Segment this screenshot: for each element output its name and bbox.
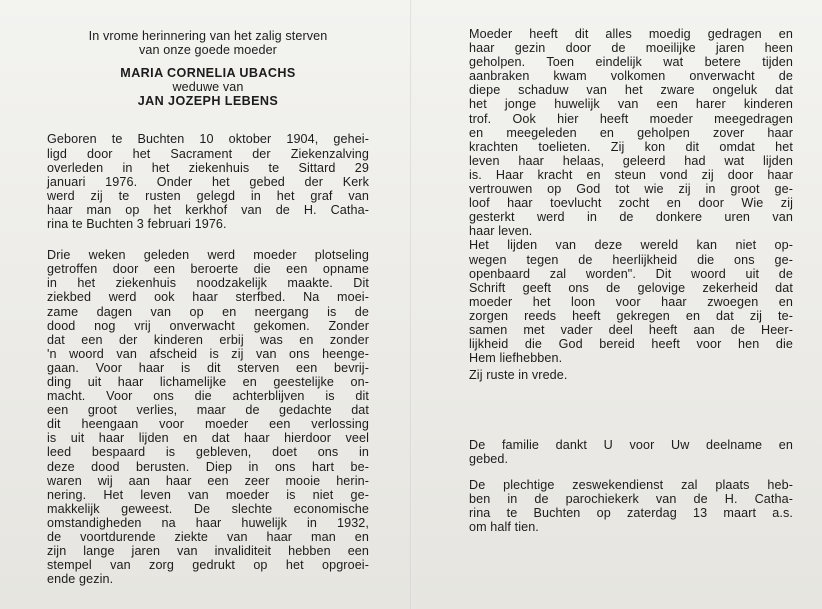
thanks: [469, 438, 793, 466]
right-text-line: Het lijden van deze wereld kan niet op-: [469, 238, 793, 253]
right-text-line: openbaard zal worden". Dit woord uit de: [469, 266, 793, 281]
right-text-line: Schrift geeft ons de gelovige zekerheid dat: [469, 280, 793, 295]
biography-line: ligd door het Sacrament der Ziekenzalving: [47, 146, 369, 161]
right-text-line: Moeder heeft dit alles moedig gedragen en: [469, 27, 793, 41]
right-text-line: krachten toelieten. Zij kon dit omdat het: [469, 139, 793, 154]
right-text-line: Hem liefhebben.: [469, 351, 563, 366]
right-text-line: samen met vader deel heeft aan de Heer-: [469, 322, 793, 337]
story-line: ding uit haar lichamelijke en geestelijke on-: [47, 374, 369, 389]
story: [47, 248, 369, 586]
story-line: is uit haar lijden en dat haar hierdoor veel: [47, 431, 369, 446]
right-text-line: vertrouwen op God tot wie zij in groot ge-: [469, 182, 793, 197]
story-line: ziekbed werd ook haar sterfbed. Na moei-: [47, 290, 369, 305]
right-text: [469, 27, 793, 365]
story-line: een groot verlies, maar de gedachte dat: [47, 403, 369, 418]
center-fold: [410, 0, 412, 609]
story-line: makkelijk geweest. De slechte economische: [47, 501, 369, 516]
right-text-line: moeder het loon voor haar zwoegen en: [469, 294, 793, 309]
right-text-line: diepe schaduw van het zware ongeluk dat: [469, 83, 793, 98]
right-text-line: haar leven.: [469, 224, 533, 239]
service-line: rina te Buchten op zaterdag 13 maart a.s.: [469, 505, 793, 520]
story-line: in het ziekenhuis noodzakelijk maakte. Dit: [47, 276, 369, 291]
right-text-line: wegen tegen de heerlijkheid die ons ge-: [469, 252, 793, 267]
service-line: ben in de parochiekerk van de H. Catha-: [469, 491, 793, 506]
story-line: dood nog vrij onverwacht gekomen. Zonder: [47, 318, 369, 333]
story-line: ende gezin.: [47, 572, 114, 587]
header-line-1: In vrome herinnering van het zalig sterven: [88, 29, 328, 43]
thanks-line: De familie dankt U voor Uw deelname en: [469, 438, 793, 453]
left-page: [47, 29, 369, 586]
story-line: leed bespaard is gebleven, doet ons in: [47, 445, 369, 460]
right-text-line: en meegeleden en geholpen zover haar: [469, 125, 793, 140]
right-page: [469, 27, 793, 534]
story-line: gaan. Voor haar is dit sterven een bevrij-: [47, 360, 369, 375]
right-text-line: zorgen reeds heeft gekregen en dat zij te-: [469, 308, 793, 323]
service-line: De plechtige zeswekendienst zal plaats heb-: [469, 477, 793, 492]
service-line: om half tien.: [469, 519, 539, 534]
biography-line: rina te Buchten 3 februari 1976.: [47, 217, 227, 232]
biography-line: Geboren te Buchten 10 oktober 1904, gehei-: [47, 132, 369, 147]
right-text-line: geholpen. Toen eindelijk wat betere tijden: [469, 55, 793, 70]
story-line: stempel van zorg gedrukt op het opgroei-: [47, 558, 369, 573]
header: [47, 29, 369, 108]
story-line: nering. Het leven van moeder is niet ge-: [47, 487, 369, 502]
biography-line: januari 1976. Onder het gebed der Kerk: [47, 174, 369, 189]
right-text-line: aanbraken kwam volkomen onverwacht de: [469, 69, 793, 84]
service-notice: [469, 478, 793, 534]
biography-line: werd zij te rusten gelegd in het graf van: [47, 188, 369, 203]
story-line: 'n woord van afscheid is zij van ons heenge-: [47, 346, 369, 361]
right-text-line: loof haar toevlucht zocht en door Wie zij: [469, 196, 793, 211]
right-text-line: het jonge huwelijk van een harer kinderen: [469, 97, 793, 112]
thanks-line: gebed.: [469, 452, 509, 467]
story-line: dit heengaan voor moeder een verlossing: [47, 417, 369, 432]
story-line: dat een der kinderen erbij was en zonder: [47, 332, 369, 347]
biography: [47, 132, 369, 231]
right-text-line: is. Haar kracht en steun vond zij door haar: [469, 167, 793, 182]
story-line: Drie weken geleden werd moeder plotseling: [47, 248, 369, 263]
story-line: zame dagen van op en neergang is de: [47, 304, 369, 319]
rest-in-peace: Zij ruste in vrede.: [469, 368, 568, 383]
story-line: deze dood berusten. Diep in ons hart be-: [47, 459, 369, 474]
biography-line: overleden in het ziekenhuis te Sittard 29: [47, 160, 369, 175]
biography-line: haar man op het kerkhof van de H. Catha-: [47, 202, 369, 217]
header-line-2: van onze goede moeder: [139, 43, 277, 58]
story-line: zijn lange jaren van invaliditeit hebben een: [47, 544, 369, 559]
story-line: macht. Voor ons die achterblijven is dit: [47, 389, 369, 404]
story-line: waren wij aan haar een zeer mooie herin-: [47, 473, 369, 488]
right-text-line: lijkheid die God bereid heeft voor hen die: [469, 337, 793, 352]
story-line: getroffen door een beroerte die een opname: [47, 262, 369, 277]
right-text-line: haar gezin door de moeilijke jaren heen: [469, 41, 793, 56]
right-text-line: trof. Ook hier heeft moeder meegedragen: [469, 111, 793, 126]
story-line: de voortdurende ziekte van haar man en: [47, 530, 369, 544]
deceased-name: MARIA CORNELIA UBACHS: [120, 66, 296, 81]
story-line: omstandigheden na haar huwelijk in 1932,: [47, 515, 369, 530]
husband-name: JAN JOZEPH LEBENS: [137, 94, 279, 109]
right-text-line: gesterkt werd in de donkere uren van: [469, 210, 793, 225]
widow-of: weduwe van: [172, 80, 244, 95]
right-text-line: leven haar helaas, geleerd had wat lijden: [469, 153, 793, 168]
